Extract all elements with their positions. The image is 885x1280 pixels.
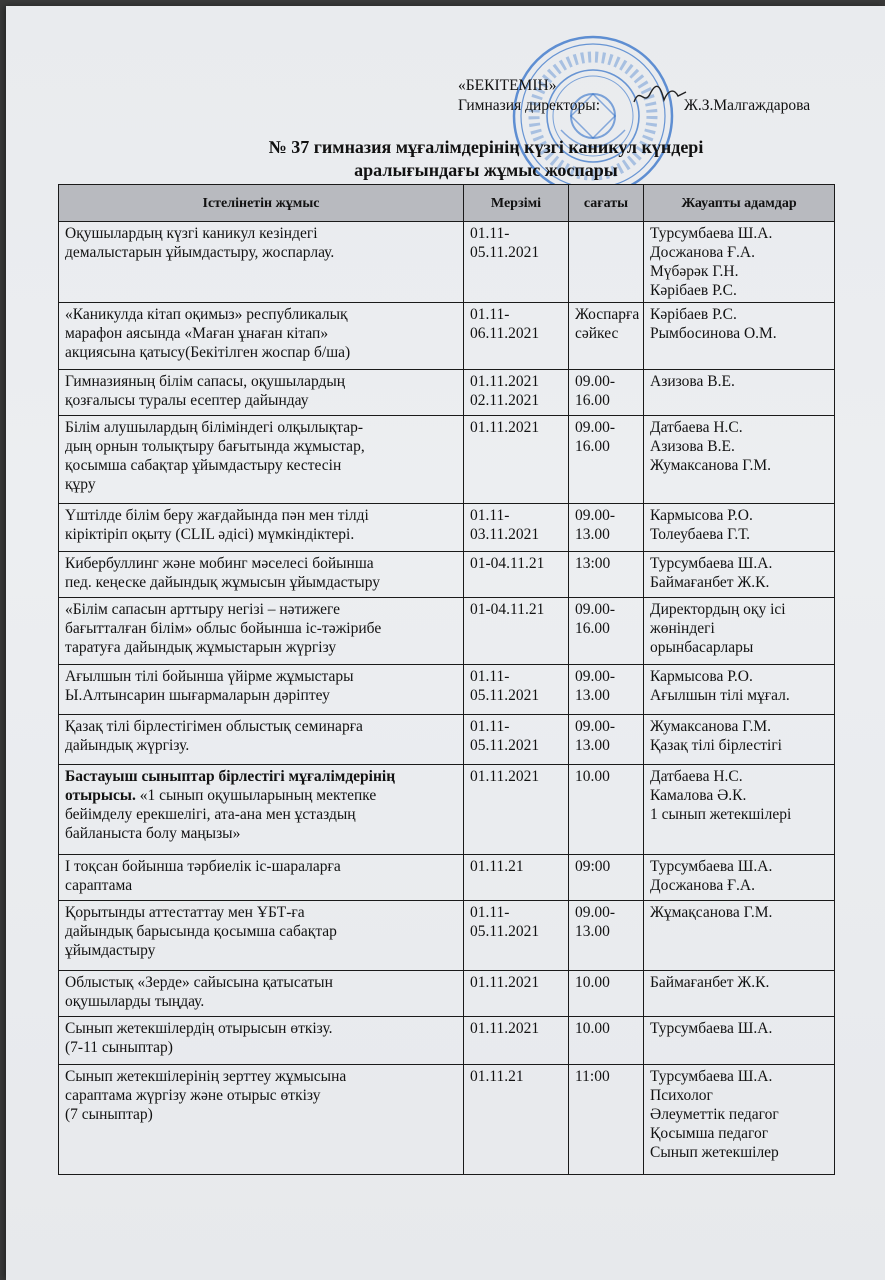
table-header-row	[59, 185, 835, 222]
table-row	[59, 665, 835, 715]
cell-date: 01.11- 05.11.2021	[464, 901, 569, 971]
cell-work: Сынып жетекшілердің отырысын өткізу. (7-11 сыныптар)	[59, 1017, 464, 1065]
cell-responsible: Кармысова Р.О. Ағылшын тілі мұғал.	[644, 665, 835, 715]
cell-date: 01.11- 06.11.2021	[464, 303, 569, 370]
cell-time: 10.00	[569, 1017, 644, 1065]
cell-time: Жоспарға сәйкес	[569, 303, 644, 370]
cell-time	[569, 222, 644, 303]
header-date: Мерзімі	[464, 185, 569, 222]
cell-date: 01.11.2021	[464, 765, 569, 855]
cell-responsible: Турсумбаева Ш.А. Досжанова Ғ.А.	[644, 855, 835, 901]
cell-date: 01.11.2021	[464, 1017, 569, 1065]
director-signature	[630, 82, 690, 108]
cell-time: 09.00- 16.00	[569, 370, 644, 416]
table-row	[59, 971, 835, 1017]
header-work: Істелінетін жұмыс	[59, 185, 464, 222]
cell-responsible: Баймағанбет Ж.К.	[644, 971, 835, 1017]
cell-work: Сынып жетекшілерінің зерттеу жұмысына сараптама жүргізу және отырыс өткізу (7 сыныптар)	[59, 1065, 464, 1175]
cell-work: Гимназияның білім сапасы, оқушылардың қозғалысы туралы есептер дайындау	[59, 370, 464, 416]
cell-work: Білім алушылардың біліміндегі олқылықтар- дың орнын толықтыру бағытында жұмыстар, қосымша сабақтар ұйымдастыру кестесін құру	[59, 416, 464, 504]
cell-time: 13:00	[569, 552, 644, 598]
table-row	[59, 552, 835, 598]
cell-time: 09:00	[569, 855, 644, 901]
cell-work: Қорытынды аттестаттау мен ҰБТ-ға дайындық барысында қосымша сабақтар ұйымдастыру	[59, 901, 464, 971]
cell-work: Қазақ тілі бірлестігімен облыстық семинарға дайындық жүргізу.	[59, 715, 464, 765]
title-line-2: аралығындағы жұмыс жоспары	[354, 160, 618, 180]
cell-date: 01.11.2021	[464, 971, 569, 1017]
cell-time: 09.00- 13.00	[569, 504, 644, 552]
cell-work: Облыстық «Зерде» сайысына қатысатын оқушыларды тыңдау.	[59, 971, 464, 1017]
cell-responsible: Директордың оқу ісі жөніндегі орынбасарлары	[644, 598, 835, 665]
cell-responsible: Кармысова Р.О. Толеубаева Г.Т.	[644, 504, 835, 552]
cell-date: 01.11.2021 02.11.2021	[464, 370, 569, 416]
cell-work: «Білім сапасын арттыру негізі – нәтижеге бағытталған білім» облыс бойынша іс-тәжірибе таратуға дайындық жұмыстарын жүргізу	[59, 598, 464, 665]
cell-responsible: Турсумбаева Ш.А. Баймағанбет Ж.К.	[644, 552, 835, 598]
approval-block	[458, 76, 811, 116]
table-row	[59, 222, 835, 303]
header-time: сағаты	[569, 185, 644, 222]
cell-work: Кибербуллинг және мобинг мәселесі бойынша пед. кеңеске дайындық жұмысын ұйымдастыру	[59, 552, 464, 598]
cell-work-text: «1 сынып оқушыларының мектепке бейімделу ерекшелігі, ата-ана мен ұстаздың байланыста болу маңызы»	[65, 787, 377, 842]
cell-time: 09.00- 13.00	[569, 901, 644, 971]
table-row	[59, 1065, 835, 1175]
table-row	[59, 855, 835, 901]
table-row	[59, 504, 835, 552]
cell-work	[59, 765, 464, 855]
cell-responsible: Жұмақсанова Г.М.	[644, 901, 835, 971]
cell-time: 10.00	[569, 971, 644, 1017]
cell-date: 01.11.21	[464, 855, 569, 901]
cell-responsible: Датбаева Н.С. Камалова Ә.К. 1 сынып жетекшілері	[644, 765, 835, 855]
cell-date: 01.11.21	[464, 1065, 569, 1175]
cell-responsible: Азизова В.Е.	[644, 370, 835, 416]
cell-date: 01.11- 05.11.2021	[464, 222, 569, 303]
table-row	[59, 901, 835, 971]
table-row	[59, 765, 835, 855]
cell-work: Ағылшын тілі бойынша үйірме жұмыстары Ы.Алтынсарин шығармаларын дәріптеу	[59, 665, 464, 715]
cell-date: 01.11- 05.11.2021	[464, 715, 569, 765]
cell-responsible: Турсумбаева Ш.А. Психолог Әлеуметтік педагог Қосымша педагог Сынып жетекшілер	[644, 1065, 835, 1175]
header-responsible: Жауапты адамдар	[644, 185, 835, 222]
cell-work: Оқушылардың күзгі каникул кезіндегі демалыстарын ұйымдастыру, жоспарлау.	[59, 222, 464, 303]
cell-responsible: Турсумбаева Ш.А. Досжанова Ғ.А. Мүбәрәк Г.Н. Кәрібаев Р.С.	[644, 222, 835, 303]
cell-time: 09.00- 16.00	[569, 416, 644, 504]
cell-responsible: Турсумбаева Ш.А.	[644, 1017, 835, 1065]
cell-responsible: Датбаева Н.С. Азизова В.Е. Жумаксанова Г.М.	[644, 416, 835, 504]
cell-time: 11:00	[569, 1065, 644, 1175]
table-row	[59, 303, 835, 370]
cell-date: 01.11- 03.11.2021	[464, 504, 569, 552]
table-row	[59, 598, 835, 665]
cell-date: 01-04.11.21	[464, 598, 569, 665]
title-line-1: № 37 гимназия мұғалімдерінің күзгі каникул күндері	[268, 137, 704, 157]
director-name: Ж.З.Малгаждарова	[684, 97, 811, 114]
work-plan-table	[58, 184, 835, 1175]
document-title	[206, 136, 766, 182]
cell-work: І тоқсан бойынша тәрбиелік іс-шараларға сараптама	[59, 855, 464, 901]
director-position: Гимназия директоры:	[458, 97, 600, 114]
table-row	[59, 370, 835, 416]
cell-time: 09.00- 13.00	[569, 665, 644, 715]
cell-date: 01.11- 05.11.2021	[464, 665, 569, 715]
table-row	[59, 416, 835, 504]
document-page	[6, 6, 885, 1280]
cell-work: Үштілде білім беру жағдайында пән мен тілді кіріктіріп оқыту (CLIL әдісі) мүмкіндіктері.	[59, 504, 464, 552]
table-row	[59, 1017, 835, 1065]
cell-work-bold: Бастауыш сыныптар бірлестігі мұғалімдерінің отырысы.	[65, 768, 396, 804]
cell-work: «Каникулда кітап оқимыз» республикалық марафон аясында «Маған ұнаған кітап» акциясына қатысу(Бекітілген жоспар б/ша)	[59, 303, 464, 370]
cell-time: 09.00- 16.00	[569, 598, 644, 665]
cell-responsible: Кәрібаев Р.С. Рымбосинова О.М.	[644, 303, 835, 370]
cell-date: 01-04.11.21	[464, 552, 569, 598]
cell-responsible: Жумаксанова Г.М. Қазақ тілі бірлестігі	[644, 715, 835, 765]
cell-date: 01.11.2021	[464, 416, 569, 504]
cell-time: 09.00- 13.00	[569, 715, 644, 765]
approval-heading: «БЕКІТЕМІН»	[458, 77, 557, 94]
cell-time: 10.00	[569, 765, 644, 855]
table-row	[59, 715, 835, 765]
